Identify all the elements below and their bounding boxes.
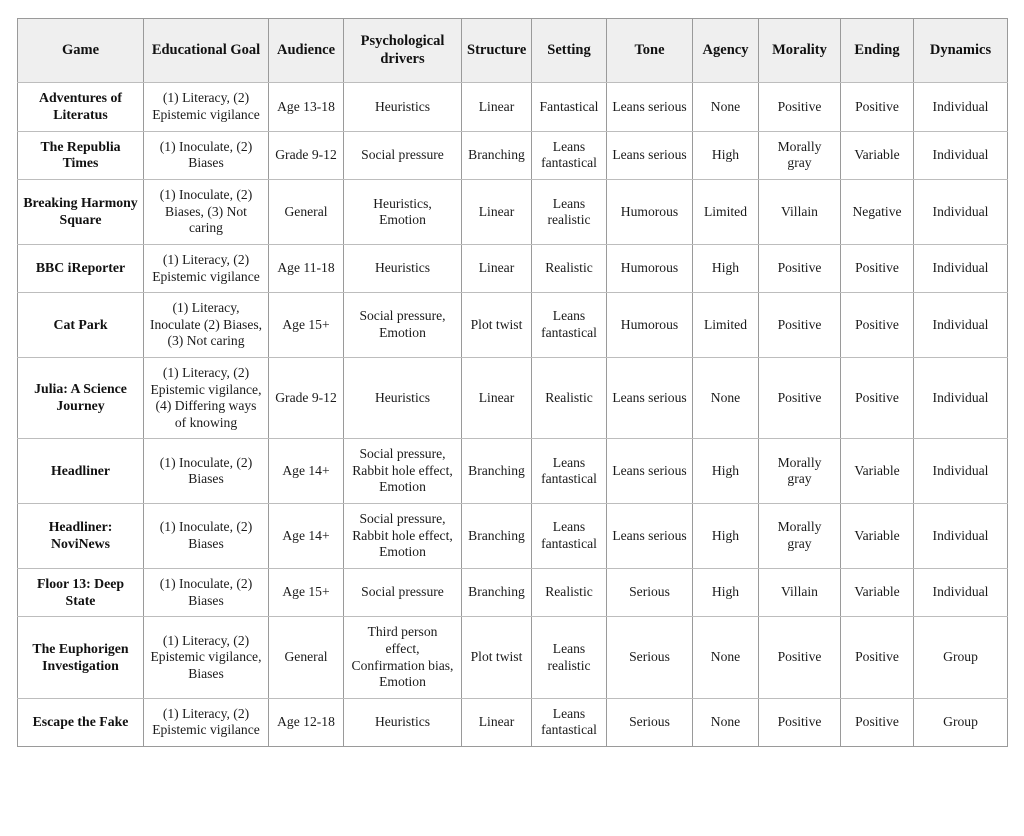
cell-audience: Grade 9-12 [269, 357, 344, 438]
cell-psychological-drivers: Social pressure [344, 568, 462, 617]
cell-agency: None [693, 357, 759, 438]
cell-psychological-drivers: Social pressure, Rabbit hole effect, Emotion [344, 503, 462, 568]
cell-structure: Linear [462, 245, 532, 293]
cell-ending: Variable [841, 503, 914, 568]
cell-tone: Leans serious [607, 357, 693, 438]
cell-agency: High [693, 568, 759, 617]
cell-game: Cat Park [18, 293, 144, 358]
table-body [18, 83, 1008, 747]
cell-educational-goal: (1) Literacy, (2) Epistemic vigilance, (4) Differing ways of knowing [144, 357, 269, 438]
cell-ending: Positive [841, 245, 914, 293]
cell-agency: High [693, 503, 759, 568]
cell-setting: Leans fantastical [532, 698, 607, 746]
cell-psychological-drivers: Heuristics [344, 83, 462, 132]
cell-game: The Euphorigen Investigation [18, 617, 144, 698]
cell-psychological-drivers: Heuristics [344, 357, 462, 438]
cell-audience: General [269, 180, 344, 245]
column-header-game: Game [18, 19, 144, 83]
cell-agency: None [693, 83, 759, 132]
cell-tone: Humorous [607, 245, 693, 293]
cell-educational-goal: (1) Literacy, (2) Epistemic vigilance [144, 83, 269, 132]
cell-setting: Leans fantastical [532, 293, 607, 358]
cell-tone: Serious [607, 568, 693, 617]
cell-agency: High [693, 439, 759, 504]
cell-psychological-drivers: Heuristics [344, 245, 462, 293]
cell-educational-goal: (1) Literacy, (2) Epistemic vigilance [144, 698, 269, 746]
cell-dynamics: Individual [914, 293, 1008, 358]
cell-dynamics: Group [914, 617, 1008, 698]
table-header [18, 19, 1008, 83]
cell-morality: Positive [759, 698, 841, 746]
cell-educational-goal: (1) Inoculate, (2) Biases [144, 503, 269, 568]
table-row [18, 503, 1008, 568]
cell-dynamics: Individual [914, 568, 1008, 617]
table-row [18, 131, 1008, 180]
column-header-setting: Setting [532, 19, 607, 83]
cell-structure: Branching [462, 503, 532, 568]
cell-ending: Negative [841, 180, 914, 245]
cell-game: Julia: A Science Journey [18, 357, 144, 438]
cell-dynamics: Individual [914, 180, 1008, 245]
cell-educational-goal: (1) Literacy, (2) Epistemic vigilance, Biases [144, 617, 269, 698]
cell-morality: Positive [759, 617, 841, 698]
column-header-structure: Structure [462, 19, 532, 83]
table-row [18, 245, 1008, 293]
cell-agency: None [693, 698, 759, 746]
cell-agency: High [693, 245, 759, 293]
cell-dynamics: Individual [914, 503, 1008, 568]
table-row [18, 617, 1008, 698]
table-row [18, 293, 1008, 358]
cell-game: Escape the Fake [18, 698, 144, 746]
cell-audience: Grade 9-12 [269, 131, 344, 180]
cell-educational-goal: (1) Inoculate, (2) Biases [144, 439, 269, 504]
cell-game: Breaking Harmony Square [18, 180, 144, 245]
cell-dynamics: Individual [914, 439, 1008, 504]
cell-dynamics: Individual [914, 357, 1008, 438]
cell-ending: Positive [841, 83, 914, 132]
cell-educational-goal: (1) Inoculate, (2) Biases, (3) Not caring [144, 180, 269, 245]
cell-ending: Variable [841, 439, 914, 504]
cell-ending: Positive [841, 698, 914, 746]
column-header-audience: Audience [269, 19, 344, 83]
cell-setting: Leans fantastical [532, 503, 607, 568]
cell-structure: Linear [462, 83, 532, 132]
cell-psychological-drivers: Social pressure [344, 131, 462, 180]
cell-tone: Leans serious [607, 503, 693, 568]
cell-morality: Villain [759, 568, 841, 617]
cell-morality: Positive [759, 293, 841, 358]
table-row [18, 698, 1008, 746]
cell-structure: Branching [462, 131, 532, 180]
cell-tone: Leans serious [607, 439, 693, 504]
cell-setting: Realistic [532, 568, 607, 617]
cell-psychological-drivers: Heuristics [344, 698, 462, 746]
cell-tone: Humorous [607, 293, 693, 358]
cell-educational-goal: (1) Inoculate, (2) Biases [144, 568, 269, 617]
cell-structure: Linear [462, 357, 532, 438]
cell-educational-goal: (1) Literacy, (2) Epistemic vigilance [144, 245, 269, 293]
cell-game: Headliner: NoviNews [18, 503, 144, 568]
cell-setting: Fantastical [532, 83, 607, 132]
cell-audience: Age 14+ [269, 503, 344, 568]
cell-morality: Positive [759, 83, 841, 132]
cell-ending: Variable [841, 568, 914, 617]
cell-audience: Age 15+ [269, 568, 344, 617]
cell-dynamics: Individual [914, 83, 1008, 132]
column-header-morality: Morality [759, 19, 841, 83]
cell-morality: Positive [759, 357, 841, 438]
cell-agency: Limited [693, 180, 759, 245]
cell-tone: Leans serious [607, 83, 693, 132]
cell-dynamics: Individual [914, 245, 1008, 293]
cell-structure: Branching [462, 439, 532, 504]
cell-dynamics: Individual [914, 131, 1008, 180]
cell-setting: Leans realistic [532, 180, 607, 245]
comparison-table-container [17, 18, 1007, 747]
cell-educational-goal: (1) Literacy, Inoculate (2) Biases, (3) Not caring [144, 293, 269, 358]
cell-tone: Serious [607, 617, 693, 698]
cell-game: Adventures of Literatus [18, 83, 144, 132]
cell-tone: Humorous [607, 180, 693, 245]
cell-morality: Morally gray [759, 503, 841, 568]
column-header-dynamics: Dynamics [914, 19, 1008, 83]
cell-psychological-drivers: Third person effect, Confirmation bias, Emotion [344, 617, 462, 698]
cell-ending: Variable [841, 131, 914, 180]
games-comparison-table [17, 18, 1008, 747]
cell-ending: Positive [841, 357, 914, 438]
cell-dynamics: Group [943, 713, 978, 729]
cell-morality: Villain [759, 180, 841, 245]
cell-game: Headliner [18, 439, 144, 504]
cell-structure: Plot twist [462, 293, 532, 358]
cell-morality: Positive [759, 245, 841, 293]
column-header-agency: Agency [693, 19, 759, 83]
cell-structure: Linear [462, 180, 532, 245]
cell-structure: Linear [462, 698, 532, 746]
table-row [18, 83, 1008, 132]
column-header-psychological-drivers: Psychological drivers [344, 19, 462, 83]
cell-audience: Age 15+ [269, 293, 344, 358]
cell-setting: Leans realistic [532, 617, 607, 698]
cell-psychological-drivers: Heuristics, Emotion [344, 180, 462, 245]
cell-agency: High [693, 131, 759, 180]
cell-educational-goal: (1) Inoculate, (2) Biases [144, 131, 269, 180]
table-header-row [18, 19, 1008, 83]
column-header-tone: Tone [607, 19, 693, 83]
table-row [18, 180, 1008, 245]
cell-psychological-drivers: Social pressure, Emotion [344, 293, 462, 358]
cell-audience: General [269, 617, 344, 698]
column-header-ending: Ending [841, 19, 914, 83]
table-row [18, 568, 1008, 617]
cell-game: Floor 13: Deep State [18, 568, 144, 617]
cell-tone: Leans serious [607, 131, 693, 180]
cell-setting: Realistic [532, 357, 607, 438]
cell-agency: None [693, 617, 759, 698]
cell-audience: Age 11-18 [269, 245, 344, 293]
cell-agency: Limited [693, 293, 759, 358]
cell-structure: Plot twist [462, 617, 532, 698]
table-row [18, 357, 1008, 438]
cell-psychological-drivers: Social pressure, Rabbit hole effect, Emotion [344, 439, 462, 504]
cell-ending: Positive [841, 293, 914, 358]
cell-game: The Republia Times [18, 131, 144, 180]
cell-morality: Morally gray [759, 439, 841, 504]
cell-setting: Leans fantastical [532, 439, 607, 504]
cell-audience: Age 13-18 [269, 83, 344, 132]
cell-game: BBC iReporter [18, 245, 144, 293]
cell-audience: Age 14+ [269, 439, 344, 504]
column-header-educational-goal: Educational Goal [144, 19, 269, 83]
cell-ending: Positive [841, 617, 914, 698]
cell-setting: Realistic [532, 245, 607, 293]
cell-morality: Morally gray [759, 131, 841, 180]
table-row [18, 439, 1008, 504]
cell-audience: Age 12-18 [269, 698, 344, 746]
cell-structure: Branching [462, 568, 532, 617]
cell-setting: Leans fantastical [532, 131, 607, 180]
cell-tone: Serious [607, 698, 693, 746]
